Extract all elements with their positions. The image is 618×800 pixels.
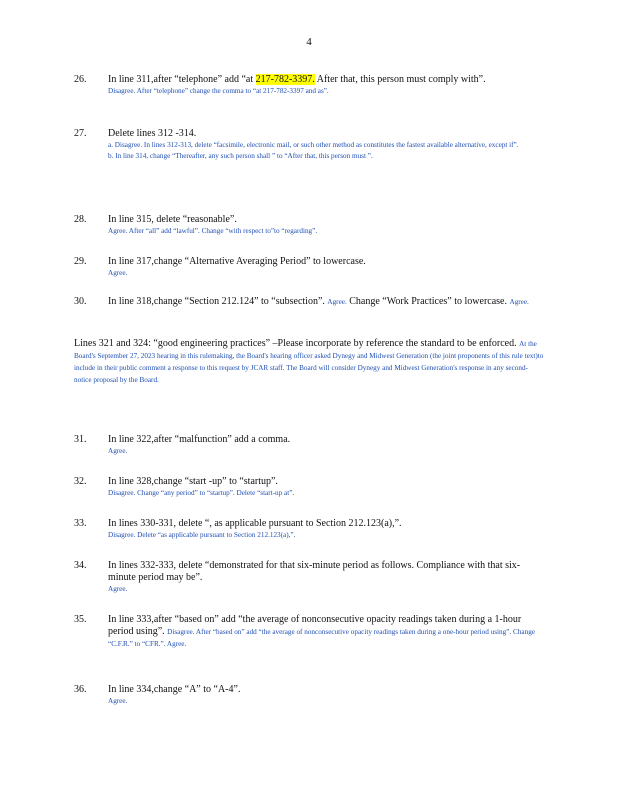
item-text: In line 318,change “Section 212.124” to “subsection”.: [108, 296, 325, 307]
list-item: [74, 74, 544, 97]
item-text: Delete lines 312 -314.: [108, 128, 197, 139]
response-text: Agree.: [108, 447, 128, 455]
item-text: After that, this person must comply with”.: [314, 74, 486, 85]
list-item: [74, 684, 544, 707]
comment-paragraph: [74, 338, 544, 386]
item-number: 36.: [74, 684, 87, 695]
item-number: 35.: [74, 614, 87, 625]
response-text: b. In line 314, change “Thereafter, any such person shall ” to “After that, this person must ”.: [108, 152, 373, 160]
response-text: Agree.: [108, 269, 128, 277]
list-item: [74, 614, 544, 650]
item-text: In line 317,change “Alternative Averaging Period” to lowercase.: [108, 256, 366, 267]
list-item: [74, 296, 544, 308]
item-text: In line 334,change “A” to “A-4”.: [108, 684, 241, 695]
item-number: 27.: [74, 128, 87, 139]
response-text: At the Board's September 27, 2023 hearing in this rulemaking, the Board's hearing officer asked Dynegy and Midwest Generation (the joint proponents of this rule text)to include in their public comment a response to this request by JCAR staff. The Board will consider Dynegy and Midwest Generation's response in any second-notice proposal by the Board.: [74, 340, 544, 384]
list-item: [74, 560, 544, 595]
response-text: Agree.: [327, 298, 347, 306]
item-number: 29.: [74, 256, 87, 267]
item-text: In line 315, delete “reasonable”.: [108, 214, 237, 225]
page-number: 4: [306, 36, 312, 48]
response-text: Disagree. After “based on” add “the average of nonconsecutive opacity readings taken during a one-hour period using”. Change “C.F.R.” to “CFR.”. Agree.: [108, 628, 535, 648]
item-text: In lines 332-333, delete “demonstrated for that six-minute period as follows. Compliance with that six-minute period may be”.: [108, 560, 521, 583]
item-text: In lines 330-331, delete “, as applicable pursuant to Section 212.123(a),”.: [108, 518, 402, 529]
paragraph-text: Lines 321 and 324: “good engineering practices” –Please incorporate by reference the standard to be enforced.: [74, 338, 517, 349]
item-number: 31.: [74, 434, 87, 445]
item-number: 33.: [74, 518, 87, 529]
response-text: a. Disagree. In lines 312-313, delete “facsimile, electronic mail, or such other method as constitutes the fastest available alternative, except if”.: [108, 141, 519, 149]
list-item: [74, 214, 544, 237]
item-text: In line 333,after “based on” add “the average of nonconsecutive opacity readings taken during a 1-hour period using”.: [108, 614, 522, 637]
response-text: Agree.: [108, 585, 128, 593]
response-text: Agree. After “all” add “lawful”. Change “with respect to”to “regarding”.: [108, 227, 318, 235]
item-text: Change “Work Practices” to lowercase.: [349, 296, 507, 307]
list-item: [74, 476, 544, 499]
response-text: Disagree. Change “any period” to “startup”. Delete “start-up at”.: [108, 489, 295, 497]
response-text: Agree.: [509, 298, 529, 306]
item-text: In line 322,after “malfunction” add a comma.: [108, 434, 291, 445]
list-item: [74, 128, 544, 162]
item-number: 26.: [74, 74, 87, 85]
response-text: Disagree. Delete “as applicable pursuant to Section 212.123(a),”.: [108, 531, 296, 539]
item-number: 34.: [74, 560, 87, 571]
item-number: 28.: [74, 214, 87, 225]
response-text: Disagree. After “telephone” change the comma to “at 217-782-3397 and as”.: [108, 87, 329, 95]
item-text: In line 311,after “telephone” add “at: [108, 74, 256, 85]
response-text: Agree.: [108, 697, 128, 705]
list-item: [74, 518, 544, 541]
list-item: [74, 434, 544, 457]
item-number: 30.: [74, 296, 87, 307]
list-item: [74, 256, 544, 279]
item-text: In line 328,change “start -up” to “startup”.: [108, 476, 278, 487]
highlighted-phone: 217-782-3397.: [255, 74, 315, 85]
item-number: 32.: [74, 476, 87, 487]
